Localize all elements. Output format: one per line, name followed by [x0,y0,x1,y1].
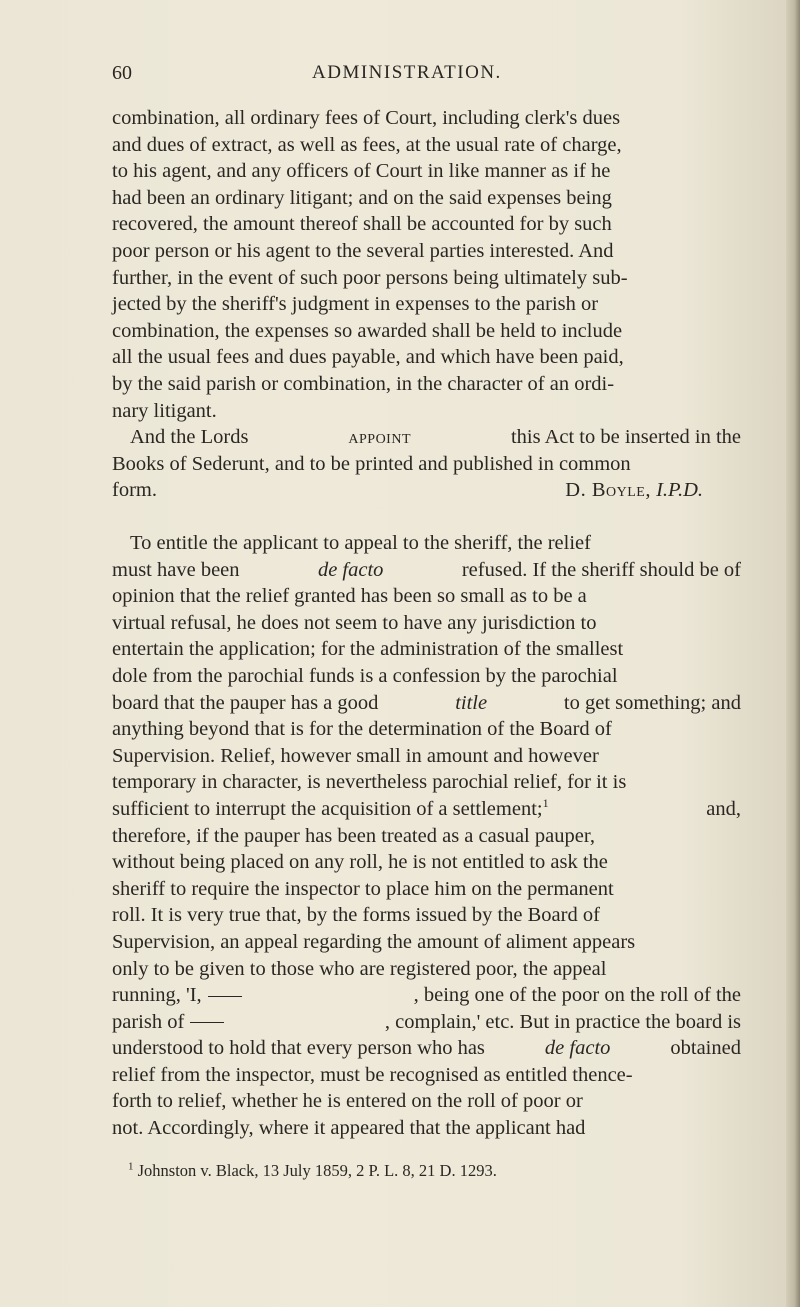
line-text: had been an ordinary litigant; and on the said expenses being [112,186,612,209]
text-line [112,211,741,238]
text-line [112,291,741,318]
line-text: nary litigant. [112,399,217,422]
line-text: parish of [112,1010,185,1033]
line-text: understood to hold that every person who has [112,1037,485,1060]
text-line [112,530,741,557]
text-line [112,982,741,1009]
line-text: board that the pauper has a good [112,691,379,714]
signature-word: form. [112,479,157,502]
blank-dash [190,1022,224,1023]
line-text: further, in the event of such poor persons being ultimately sub- [112,266,628,289]
signature-line [112,477,741,504]
text-line [112,158,741,185]
line-text: recovered, the amount thereof shall be accounted for by such [112,213,612,236]
line-text: sheriff to require the inspector to place him on the permanent [112,877,614,900]
text-line [112,902,741,929]
line-text: running, 'I, [112,984,202,1007]
text-line [112,132,741,159]
text-line [112,398,741,425]
text-line [112,663,741,690]
line-text: , complain,' etc. But in practice the board is [384,1010,741,1033]
line-text: not. Accordingly, where it appeared that the applicant had [112,1117,586,1140]
line-text: all the usual fees and dues payable, and which have been paid, [112,346,624,369]
text-line [112,823,741,850]
text-line [112,610,741,637]
page-header [112,62,742,92]
line-text: therefore, if the pauper has been treated as a casual pauper, [112,824,595,847]
italic-phrase: title [455,691,488,714]
text-line [112,849,741,876]
line-text: to his agent, and any officers of Court in like manner as if he [112,160,611,183]
line-text: anything beyond that is for the determination of the Board of [112,718,612,741]
appoint-post: this Act to be inserted in the [510,426,741,449]
line-text: to get something; and [563,691,741,714]
line-text: without being placed on any roll, he is not entitled to ask the [112,851,608,874]
signature [565,477,703,504]
text-line [112,1088,741,1115]
italic-phrase: de facto [317,558,384,581]
text-line [112,451,741,478]
signature-name: D. Boyle, [565,479,651,502]
text-line [112,1062,741,1089]
line-text: To entitle the applicant to appeal to the sheriff, the relief [130,532,591,554]
text-line [112,185,741,212]
signature-title: I.P.D. [656,479,703,502]
text-line [112,1035,741,1062]
line-text: combination, all ordinary fees of Court, including clerk's dues [112,107,621,129]
line-text: virtual refusal, he does not seem to have any jurisdiction to [112,611,597,634]
text-line [112,1009,741,1036]
italic-phrase: de facto [544,1037,611,1060]
line-text: Supervision, an appeal regarding the amount of aliment appears [112,930,636,953]
line-text-with-note [112,796,549,823]
text-line [112,769,741,796]
footnote [128,1161,497,1181]
line-text: forth to relief, whether he is entered on the roll of poor or [112,1090,583,1113]
footnote-text: Johnston v. Black, 13 July 1859, 2 P. L. 8, 21 D. 1293. [137,1161,497,1180]
line-text: combination, the expenses so awarded shall be held to include [112,319,623,342]
text-line [112,796,741,823]
line-text: entertain the application; for the administration of the smallest [112,638,624,661]
line-start [112,982,243,1009]
text-line [112,583,741,610]
text-line [112,105,741,132]
line-text: refused. If the sheriff should be of [461,558,741,581]
line-text: Books of Sederunt, and to be printed and published in common [112,452,631,475]
line-text: temporary in character, is nevertheless parochial relief, for it is [112,771,627,794]
commentary-text [112,530,741,1142]
page-edge [786,0,800,1307]
line-text: opinion that the relief granted has been so small as to be a [112,585,587,608]
footnote-ref: 1 [542,796,549,811]
line-text: jected by the sheriff's judgment in expenses to the parish or [112,293,599,316]
footnote-marker: 1 [128,1160,134,1173]
appoint-keyword: appoint [348,426,412,449]
page-number: 60 [112,62,132,84]
text-line [112,557,741,584]
blank-dash [208,996,242,997]
line-text: by the said parish or combination, in the character of an ordi- [112,372,615,395]
line-text: roll. It is very true that, by the forms issued by the Board of [112,904,600,927]
running-head: ADMINISTRATION. [312,62,502,83]
text-line [112,876,741,903]
line-text: only to be given to those who are registered poor, the appeal [112,957,607,980]
text-line [112,716,741,743]
text-line [112,344,741,371]
line-text: and, [706,797,741,820]
line-text: sufficient to interrupt the acquisition of a settlement; [112,797,543,820]
line-text: dole from the parochial funds is a confession by the parochial [112,664,618,687]
text-line [112,929,741,956]
text-line [112,743,741,770]
appoint-pre: And the Lords [130,426,249,449]
line-text: obtained [670,1037,741,1060]
line-text: must have been [112,558,240,581]
text-line [112,265,741,292]
text-line [112,956,741,983]
line-text: poor person or his agent to the several parties interested. And [112,239,614,262]
line-text: and dues of extract, as well as fees, at the usual rate of charge, [112,133,622,156]
text-line [112,690,741,717]
text-line [112,238,741,265]
line-start [112,1009,225,1036]
statute-text [112,105,741,504]
text-line [112,318,741,345]
line-text: Supervision. Relief, however small in amount and however [112,744,599,767]
line-text: relief from the inspector, must be recognised as entitled thence- [112,1063,633,1086]
text-line [112,1115,741,1142]
appoint-line [112,424,741,451]
text-line [112,371,741,398]
line-text: , being one of the poor on the roll of the [413,984,741,1007]
text-line [112,636,741,663]
